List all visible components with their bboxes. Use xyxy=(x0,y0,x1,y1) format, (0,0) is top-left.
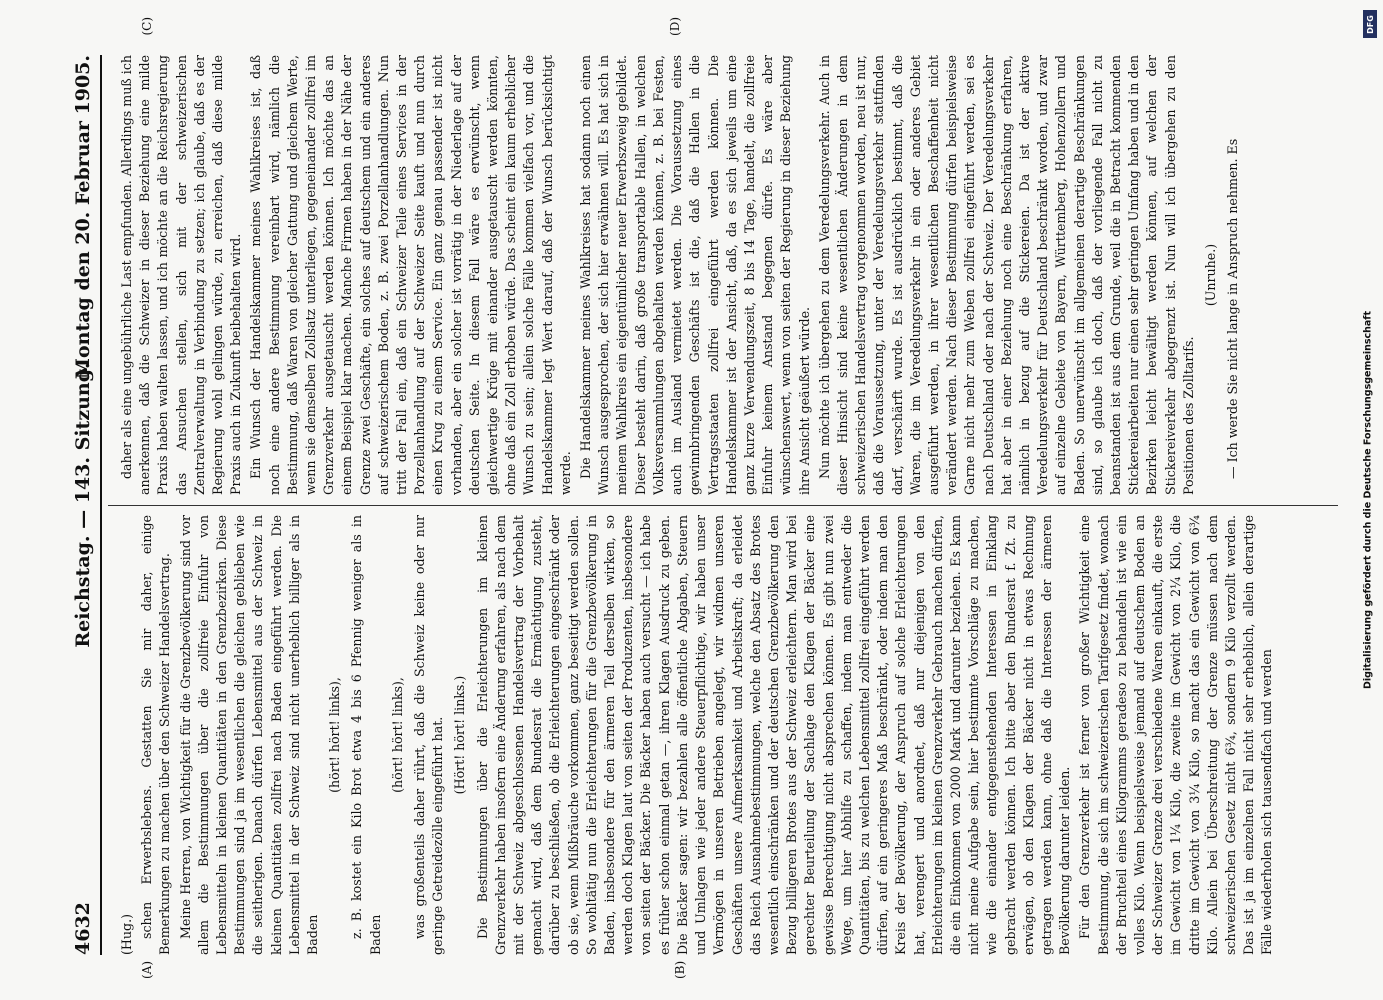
paragraph: Meine Herren, von Wichtigkeit für die Grenzbevölkerung sind vor allem die Bestimmungen über die zollfreie Einfuhr von Lebensmitteln in kleinen Quantitäten in den Grenzbezirken. Diese Bestimmungen sind ja im wesentlichen die gleichen geblieben wie die seitherigen. Danach dürfen Lebensmittel aus der Schweiz in kleinen Quantitäten zollfrei nach Baden eingeführt werden. Die Lebensmittel in der Schweiz sind nicht unerheblich billiger als in Baden xyxy=(177,515,321,955)
paragraph: daher als eine ungebührliche Last empfunden. Allerdings muß ich anerkennen, daß die Schweizer in dieser Beziehung eine milde Praxis haben walten lassen, und ich möchte an die Reichsregierung das Ansuchen stellen, sich mit der schweizerischen Zentralverwaltung in Verbindung zu setzen; ich glaube, daß es der Regierung wohl gelingen würde, zu erreichen, daß diese milde Praxis auch in Zukunft beibehalten wird. xyxy=(119,55,244,495)
interjection: (Unruhe.) xyxy=(1202,243,1218,307)
right-column xyxy=(118,55,1328,495)
paragraph: — Ich werde Sie nicht lange in Anspruch nehmen. Es xyxy=(1225,138,1241,479)
paragraph: Nun möchte ich übergehen zu dem Veredelungsverkehr. Auch in dieser Hinsicht sind keine wesentlichen Änderungen in dem schweizerischen Handelsvertrag vorgenommen worden, neu ist nur, daß die Voraussetzung, unter der Veredelungsverkehr stattfinden darf, verschärft wurde. Es ist ausdrücklich bestimmt, daß die Waren, die im Veredelungsverkehr in ein oder anderes Gebiet ausgeführt werden, in ihrer wesentlichen Beschaffenheit nicht verändert werden. Nach dieser Bestimmung dürfen beispielsweise Garne nicht mehr zum Weben zollfrei eingeführt werden, sei es nach Deutschland oder nach der Schweiz. Der Veredelungsverkehr hat aber in einer Beziehung noch eine Beschränkung erfahren, nämlich in bezug auf die Stickereien. Da ist der aktive Veredelungsverkehr für Deutschland beschränkt worden, und zwar auf einzelne Gebiete von Bayern, Württemberg, Hohenzollern und Baden. So unerwünscht im allgemeinen derartige Beschränkungen sind, so glaube ich doch, daß der vorliegende Fall nicht zu beanstanden ist aus dem Grunde, weil die in Betracht kommenden Stickereiarbeiten nur einen sehr geringen Umfang haben und in den Bezirken leicht bewältigt werden können, auf welchen der Stickereiverkehr abgegrenzt ist. Nun will ich übergehen zu den Positionen des Zolltarifs. xyxy=(816,55,1196,495)
paragraph: Für den Grenzverkehr ist ferner von großer Wichtigkeit eine Bestimmung, die sich im schweizerischen Tarifgesetz findet, wonach der Bruchteil eines Kilogramms geradeso zu behandeln ist wie ein volles Kilo. Wenn beispielsweise jemand auf deutschem Boden an der Schweizer Grenze drei verschiedene Waren einkauft, die erste im Gewicht von 1¼ Kilo, die zweite im Gewicht von 2¼ Kilo, die dritte im Gewicht von 3¼ Kilo, so macht das ein Gewicht von 6¾ Kilo. Allein bei Überschreitung der Grenze müssen nach dem schweizerischen Gesetz nicht 6¾, sondern 9 Kilo verzollt werden. Das ist ja im einzelnen Fall nicht sehr erheblich, allein derartige Fälle wiederholen sich tausendfach und werden xyxy=(1077,515,1275,955)
left-column xyxy=(118,515,1328,955)
margin-label-d: (D) xyxy=(668,17,682,36)
session-date: Montag den 20. Februar 1905. xyxy=(72,55,94,380)
paragraph: z. B. kostet ein Kilo Brot etwa 4 bis 6 Pfennig weniger als in Baden xyxy=(349,515,383,955)
digitization-credit: Digitalisierung gefördert durch die Deutsche Forschungsgemeinschaft xyxy=(1362,311,1374,689)
margin-label-a: (A) xyxy=(140,960,154,979)
paragraph: Die Bestimmungen über die Erleichterungen im kleinen Grenzverkehr haben insofern eine Änderung erfahren, als nach dem mit der Schweiz abgeschlossenen Handelsvertrag der Vorbehalt gemacht wird, daß dem Bundesrat die Ermächtigung zusteht, darüber zu beschließen, ob die Erleichterungen eingeschränkt oder ob sie, wenn Mißbräuche vorkommen, ganz beseitigt werden sollen. So wohltätig nun die Erleichterungen für die Grenzbevölkerung in Baden, insbesondere für den ärmeren Teil derselben wirken, so werden doch Klagen laut von seiten der Produzenten, insbesondere von seiten der Bäcker. Die Bäcker haben auch versucht — ich habe es früher schon einmal getan —, ihren Klagen Ausdruck zu geben. Die Bäcker sagen: wir bezahlen alle öffentliche Abgaben, Steuern und Umlagen wie jeder andere Steuerpflichtige, wir haben unser Vermögen in unseren Betrieben angelegt, wir widmen unseren Geschäften unsere Aufmerksamkeit und Arbeitskraft; da erleidet das Reich Ausnahmebestimmungen, welche den Absatz des Brotes wesentlich einschränken und der deutschen Grenzbevölkerung den Bezug billigeren Brotes aus der Schweiz erleichtern. Man wird bei gerechter Beurteilung der Sachlage den Klagen der Bäcker eine gewisse Berechtigung nicht absprechen können. Es gibt nun zwei Wege, um hier Abhilfe zu schaffen, indem man entweder die Quantitäten, bis zu welchen Lebensmittel zollfrei eingeführt werden dürfen, auf ein geringeres Maß beschränkt, oder indem man den Kreis der Bevölkerung, der Anspruch auf solche Erleichterungen hat, verengert und anordnet, daß nur diejenigen von den Erleichterungen im kleinen Grenzverkehr Gebrauch machen dürfen, die ein Einkommen von 2000 Mark und darunter beziehen. Es kann nicht meine Aufgabe sein, hier bestimmte Vorschläge zu machen, wie die einander entgegenstehenden Interessen in Einklang gebracht werden können. Ich bitte aber den Bundesrat f. Zt. zu erwägen, ob den Klagen der Bäcker nicht in etwas Rechnung getragen werden kann, ohne daß die Interessen der ärmeren Bevölkerung darunter leiden. xyxy=(474,515,1073,955)
margin-label-b: (B) xyxy=(673,960,687,979)
margin-label-c: (C) xyxy=(140,17,154,36)
dfg-logo-text: DFG xyxy=(1365,14,1375,34)
interjection: (hört! hört! links), xyxy=(327,677,343,793)
interjection: (Hört! hört! links.) xyxy=(452,675,468,795)
paragraph: schen Erwerbslebens. Gestatten Sie mir daher, einige Bemerkungen zu machen über den Schweizer Handelsvertrag. xyxy=(139,515,173,955)
column-divider xyxy=(108,505,1338,506)
page-header xyxy=(66,55,102,955)
page-number: 4632 xyxy=(72,902,94,955)
paragraph: Ein Wunsch der Handelskammer meines Wahlkreises ist, daß noch eine andere Bestimmung vereinbart wird, nämlich die Bestimmung, daß Waren von gleicher Gattung und gleichem Werte, wenn sie demselben Zollsatz unterliegen, gegeneinander zollfrei im Grenzverkehr ausgetauscht werden können. Ich möchte das an einem Beispiel klar machen. Manche Firmen haben in der Nähe der Grenze zwei Geschäfte, ein solches auf deutschem und ein anderes auf schweizerischem Boden, z. B. zwei Porzellanhandlungen. Nun tritt der Fall ein, daß ein Schweizer Teile eines Services in der Porzellanhandlung auf der Schweizer Seite kauft und nun durch einen Krug zu einem Service. Ein ganz genau passender ist nicht vorhanden, aber ein solcher ist vorrätig in der Niederlage auf der deutschen Seite. In diesem Fall wäre es erwünscht, wenn gleichwertige Krüge mit einander ausgetauscht werden könnten, ohne daß ein Zoll erhoben würde. Das scheint ein kaum erheblicher Wunsch zu sein; allein solche Fälle kommen vielfach vor, und die Handelskammer legt Wert darauf, daß der Wunsch berücksichtigt werde. xyxy=(248,55,573,495)
document-page xyxy=(58,17,1348,985)
paragraph: Die Handelskammer meines Wahlkreises hat sodann noch einen Wunsch ausgesprochen, der sich hier erwähnen will. Es hat sich in meinem Wahlkreis ein eigentümlicher neuer Erwerbszweig gebildet. Dieser besteht darin, daß große transportable Hallen, in welchen Volksversammlungen abgehalten werden können, z. B. bei Festen, auch im Ausland vermietet werden. Die Voraussetzung eines gewinnbringenden Geschäfts ist die, daß die Hallen in die Vertragsstaaten zollfrei eingeführt werden können. Die Handelskammer ist der Ansicht, daß, da es sich jeweils um eine ganz kurze Verwendungszeit, 8 bis 14 Tage, handelt, die zollfreie Einfuhr keinem Anstand begegnen dürfe. Es wäre aber wünschenswert, wenn von seiten der Regierung in dieser Beziehung ihre Ansicht geäußert würde. xyxy=(578,55,812,495)
interjection: (hört! hört! links), xyxy=(389,677,405,793)
session-title: Reichstag. — 143. Sitzung. xyxy=(72,362,94,648)
paragraph: was großenteils daher rührt, daß die Schweiz keine oder nur geringe Getreidezölle eingeführt hat. xyxy=(412,515,446,955)
dfg-logo xyxy=(1363,10,1377,38)
speaker-name: (Hug.) xyxy=(119,914,134,955)
